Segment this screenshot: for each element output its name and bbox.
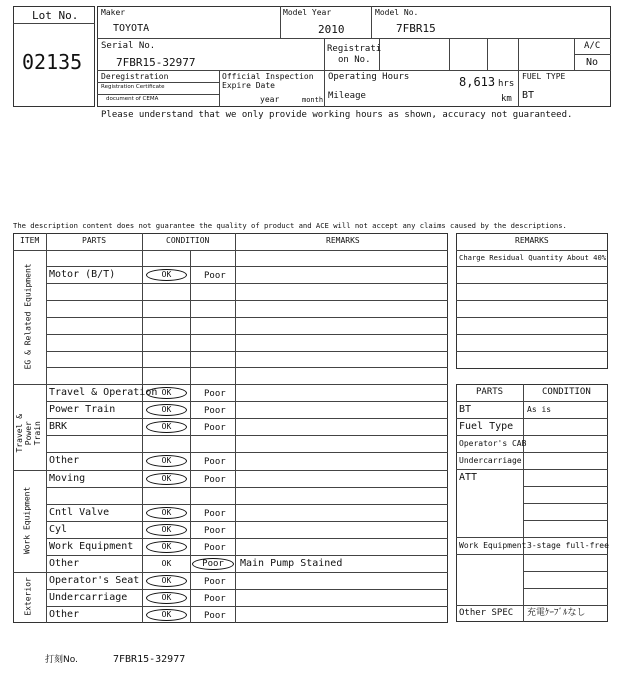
model-year-label: Model Year (283, 8, 332, 17)
condition-ok: OK (146, 269, 187, 281)
column-header-condition: CONDITION (166, 236, 210, 245)
group-label-eg-related: EG & Related Equipment (23, 263, 33, 370)
lot-number: 02135 (22, 50, 83, 74)
condition-ok: OK (146, 507, 187, 519)
mileage-label: Mileage (328, 91, 366, 101)
serial-label: Serial No. (101, 41, 156, 51)
serial-value: 7FBR15-32977 (116, 56, 196, 69)
group-label-travel-power-text: Travel & Power Train (14, 413, 42, 453)
right-row-bt: BT (459, 404, 472, 415)
condition-ok: OK (146, 524, 187, 536)
condition-poor: Poor (204, 457, 226, 467)
row-remark: Main Pump Stained (240, 558, 343, 569)
condition-ok: OK (146, 609, 187, 621)
year-label: year (260, 95, 280, 104)
hrs-label: hrs (498, 79, 515, 89)
lot-label: Lot No. (32, 9, 79, 22)
deregistration-sub-certificate: Registration Certificate (101, 84, 165, 90)
condition-poor: Poor (204, 406, 226, 416)
row-part: Work Equipment (49, 541, 134, 552)
row-part: Power Train (49, 404, 116, 415)
operating-hours-value: 8,613 (459, 75, 496, 89)
model-no-value: 7FBR15 (396, 22, 436, 35)
condition-poor: Poor (192, 558, 234, 570)
condition-poor: Poor (204, 509, 226, 519)
right-column-parts: PARTS (476, 387, 504, 397)
group-label-travel-power (16, 390, 42, 476)
model-no-label: Model No. (375, 8, 419, 17)
column-header-parts: PARTS (82, 236, 107, 245)
registration-label-line2: on No. (338, 55, 371, 65)
right-row-att: ATT (459, 472, 478, 483)
condition-ok: OK (146, 592, 187, 604)
condition-ok: OK (146, 541, 187, 553)
ac-value: No (586, 57, 599, 68)
condition-ok: OK (146, 575, 187, 587)
right-remarks-header: REMARKS (515, 236, 549, 245)
condition-poor: Poor (204, 423, 226, 433)
fuel-type-label: FUEL TYPE (522, 72, 566, 81)
condition-ok: OK (146, 404, 187, 416)
column-header-remarks: REMARKS (326, 236, 360, 245)
model-year-value: 2010 (318, 23, 345, 36)
inspection-label-line1: Official Inspection (222, 72, 314, 81)
condition-ok: OK (146, 455, 187, 467)
condition-poor: Poor (204, 594, 226, 604)
row-part: Other (49, 609, 80, 620)
condition-ok: OK (146, 387, 187, 399)
stamp-value: 7FBR15-32977 (113, 654, 186, 665)
stamp-label: 打刻No. (45, 655, 78, 665)
row-part: Undercarriage (49, 592, 128, 603)
right-row-operators-cab: Operator's CAB (459, 439, 527, 448)
km-label: km (501, 94, 512, 104)
hours-accuracy-notice: Please understand that we only provide working hours as shown, accuracy not guaranteed. (101, 110, 573, 120)
right-row-work-equipment-value: 3-stage full-free (527, 541, 609, 550)
condition-poor: Poor (204, 271, 226, 281)
inspection-label-line2: Expire Date (222, 81, 275, 90)
group-label-exterior: Exterior (23, 577, 33, 616)
condition-ok: OK (146, 421, 187, 433)
row-part: Moving (49, 473, 86, 484)
row-part: Other (49, 558, 80, 569)
row-part: Travel & Operation (49, 387, 158, 398)
ac-label: A/C (584, 41, 601, 51)
deregistration-label: Deregistration (101, 72, 169, 81)
row-part: Cyl (49, 524, 68, 535)
row-part: BRK (49, 421, 68, 432)
row-part: Motor (B/T) (49, 269, 116, 280)
row-part: Other (49, 455, 80, 466)
right-remarks-battery-charge: Charge Residual Quantity About 40% (459, 253, 607, 262)
condition-poor: Poor (204, 577, 226, 587)
group-label-work-equipment: Work Equipment (22, 486, 32, 555)
row-part: Operator's Seat (49, 575, 140, 586)
condition-poor: Poor (204, 475, 226, 485)
right-row-undercarriage: Undercarriage (459, 456, 522, 465)
registration-label-line1: Registrati (327, 44, 382, 54)
condition-poor: Poor (204, 543, 226, 553)
right-row-other-spec: Other SPEC (459, 608, 514, 618)
condition-ok: OK (161, 559, 172, 568)
right-row-bt-value: As is (527, 405, 552, 414)
fuel-type-value: BT (522, 90, 535, 101)
condition-poor: Poor (204, 526, 226, 536)
condition-ok: OK (146, 473, 187, 485)
right-row-work-equipment: Work Equipment (459, 541, 527, 550)
condition-poor: Poor (204, 389, 226, 399)
column-header-item: ITEM (20, 236, 40, 245)
operating-hours-label: Operating Hours (328, 72, 410, 82)
right-row-fuel-type: Fuel Type (459, 421, 514, 432)
description-disclaimer: The description content does not guarantee the quality of product and ACE will not accept any claims caused by the descriptions. (13, 221, 567, 230)
month-label: month (302, 96, 324, 104)
deregistration-sub-cema: document of CEMA (106, 96, 159, 102)
maker-label: Maker (101, 8, 126, 17)
right-column-condition: CONDITION (542, 387, 591, 397)
maker-value: TOYOTA (113, 23, 150, 34)
condition-poor: Poor (204, 611, 226, 621)
right-row-other-spec-value: 充電ｹｰﾌﾞﾙなし (527, 608, 586, 618)
row-part: Cntl Valve (49, 507, 110, 518)
